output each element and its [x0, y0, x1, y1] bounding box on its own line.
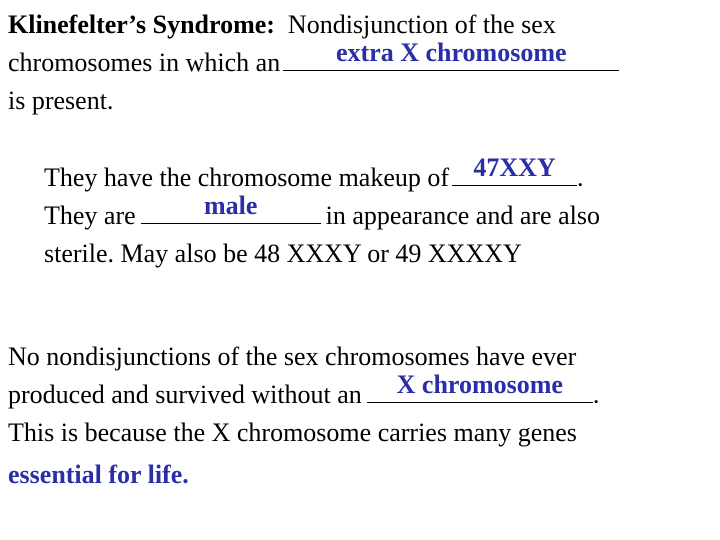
para2-line2-start: They are [44, 201, 136, 230]
para1-line2-text: chromosomes in which an [8, 48, 281, 77]
blank-47xxy [452, 153, 577, 186]
fill-47xxy: 47XXY [473, 153, 556, 182]
para2-line1-text: They have the chromosome makeup of [44, 163, 450, 192]
fill-x-chromosome: X chromosome [396, 370, 563, 399]
para2-line1-end: . [577, 163, 584, 192]
para1-line3-text: is present. [8, 86, 114, 115]
para2-line3 [44, 239, 522, 269]
para2-line2 [44, 191, 600, 231]
fill-extra-x-chromosome: extra X chromosome [335, 38, 567, 67]
para3-line3-text: This is because the X chromosome carries many genes [8, 418, 577, 447]
para3-line3 [8, 418, 577, 448]
para3-line4 [8, 460, 189, 490]
para2-line3-text: sterile. May also be 48 XXXY or 49 XXXXY [44, 239, 522, 268]
para3-line1-text: No nondisjunctions of the sex chromosomes have ever [8, 342, 577, 371]
essential-for-life-text: essential for life. [8, 460, 189, 489]
para1-line2 [8, 38, 619, 78]
para1-line1 [8, 10, 556, 40]
para3-line2-text: produced and survived without an [8, 380, 362, 409]
syndrome-heading: Klinefelter’s Syndrome: [8, 10, 275, 39]
blank-x-chromosome [367, 370, 593, 403]
para3-line1 [8, 342, 576, 372]
para3-line2-end: . [592, 380, 600, 409]
para2-line1 [44, 153, 584, 193]
para1-line1-text: Nondisjunction of the sex [287, 10, 556, 39]
blank-male [141, 191, 321, 224]
para2-line2-end: in appearance and are also [325, 201, 600, 230]
fill-male: male [203, 191, 258, 220]
blank-extra-x [283, 38, 619, 71]
para1-line3 [8, 86, 113, 116]
para3-line2 [8, 370, 600, 410]
